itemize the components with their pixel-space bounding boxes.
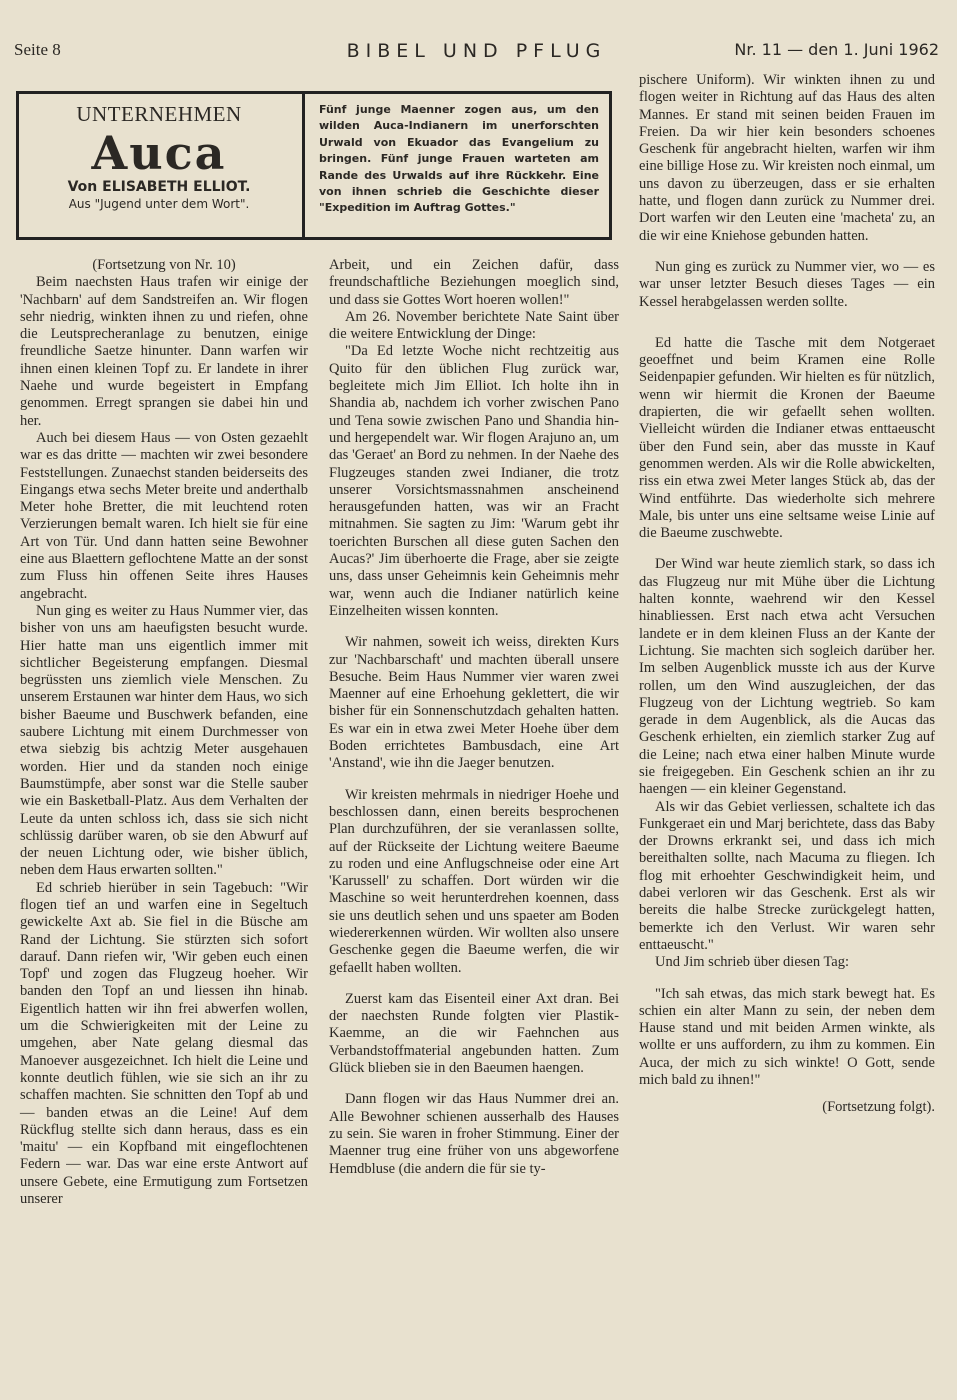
article-title: UNTERNEHMEN [76,102,242,126]
article-title-box [16,91,612,240]
paragraph: "Da Ed letzte Woche nicht rechtzeitig aus Quito für den üblichen Flug zurück war, begleitete mich Jim Elliot. Ich holte ihn in Shandia ab, nachdem ich vorher zwischen Pano und Tena sowie zwischen Pano und Shandia hin- und hergependelt war. Wir flogen Arajuno an, um das 'Geraet' an Bord zu nehmen. In der Naehe des Flugzeuges standen zwei Indianer, die trotz unserer Vorsichtsmassnahmen anscheinend herausgefunden hatten, was wir an Fracht mitnahmen. Sie sagten zu Jim: 'Warum gebt ihr toerichten Burschen all diese guten Sachen den Aucas?' Jim überhoerte die Frage, aber sie zeigte uns, dass unser Geheimnis kein Geheimnis mehr war, wenn auch die Indianer natürlich keine Einzelheiten wissen konnten. [329,343,619,619]
paragraph: Nun ging es weiter zu Haus Nummer vier, das bisher von uns am haeufigsten besucht wurde. Hier hatte man uns eigentlich immer mit sichtlicher Begeisterung empfangen. Diesmal begrüssten uns ziemlich viele Menschen. Zu unserem Erstaunen war hinter dem Haus, wo sich bisher Baeume und Buschwerk befanden, eine saubere Lichtung mit einem Durchmesser von etwa siebzig bis achtzig Meter ausgehauen worden. Hier und da standen noch einige Baumstümpfe, aber sonst war die Stelle sauber wie ein Basketball-Platz. Aus dem Verhalten der Leute da unten schloss ich, dass sie sich nicht schlüssig darüber waren, ob sie den Abwurf auf der neuen Lichtung oder, wie bisher üblich, neben dem Haus erwarten sollten." [20,602,308,879]
article-intro: Fünf junge Maenner zogen aus, um den wilden Auca-Indianern im unerforschten Urwald von Ekuador das Evangelium zu bringen. Fünf junge Frauen warteten am Rande des Urwalds auf ihre Rückkehr. Eine von ihnen schrieb die Geschichte dieser "Expedition im Auftrag Gottes." [319,103,599,215]
text-column-2 [329,257,619,1178]
issue-date: Nr. 11 — den 1. Juni 1962 [734,40,939,59]
paragraph: Ed hatte die Tasche mit dem Notgeraet geoeffnet und beim Kramen eine Rolle Seidenpapier gefunden. Wir hielten es für nützlich, wenn wir hiermit die Kronen der Baeume drapierten, die wir gefaellt sehen wollten. Vielleicht würden die Indianer etwas enttaeuscht über den Fund sein, aber das musste in Kauf genommen werden. Als wir die Rolle abwickelten, riss ein etwa zwei Meter langes Stück ab, das der Wind entführte. Das wiederholte sich mehrere Male, bis unter uns eine seltsame weise Linie auf die Baeume zuschwebte. [639,334,935,542]
paragraph: Beim naechsten Haus trafen wir einige der 'Nachbarn' auf dem Sandstreifen an. Wir flogen sehr niedrig, winkten ihnen zu und riefen, ohne die Leutsprecheranlage zu benutzen, einige freundliche Saetze hinunter. Dann warfen wir ihnen einen kleinen Topf zu. Er landete in ihrer Naehe und wurde begeistert in Empfang genommen. Erregt sprangen sie dabei hin und her. [20,274,308,429]
paragraph: Zuerst kam das Eisenteil einer Axt dran. Bei der naechsten Runde folgten vier Plastik-Kaemme, an die wir Faehnchen aus Verbandstoffmaterial angebunden hatten. Zum Glück blieben sie in den Baeumen haengen. [329,990,619,1077]
article-source: Aus "Jugend unter dem Wort". [68,197,250,211]
paragraph: Dann flogen wir das Haus Nummer drei an. Alle Bewohner schienen ausserhalb des Hauses zu sein. Sie waren in froher Stimmung. Einer der Maenner trug eine früher von uns abgeworfene Hemdbluse (die andern die für sie ty- [329,1091,619,1177]
paragraph: pischere Uniform). Wir winkten ihnen zu und flogen weiter in Richtung auf das Haus des alten Mannes. Er stand mit seinen beiden Frauen im Freien. Da wir hier kein besonders schoenes Geschenk für angebracht hielten, warfen wir ihm eine billige Hose zu. Wir kreisten noch einmal, um uns davon zu überzeugen, dass er sie erhalten hatte, und flogen dann zurück zu Nummer drei. Dort warfen wir den Leuten eine 'macheta' zu, an die wir eine Kniehose gebunden hatten. [639,72,935,244]
page-header [14,40,939,70]
paragraph: Nun ging es zurück zu Nummer vier, wo — es war unser letzter Besuch dieses Tages — ein Kessel herabgelassen werden sollte. [639,258,935,310]
continued-note: (Fortsetzung folgt). [822,1099,935,1116]
paragraph: Als wir das Gebiet verliessen, schaltete ich das Funkgeraet ein und Marj berichtete, dass das Baby der Drowns erkrankt sei, und dass ich mich bereithalten sollte, nach Macuma zu fliegen. Ich flog mit erhoehter Geschwindigkeit heim, und dabei verloren wir das Geschenk. Erst als wir bereits die halbe Strecke zurückgelegt hatten, bemerkte ich den Verlust. Wir waren sehr enttaeuscht." [639,798,935,953]
publication-title: BIBEL UND PFLUG [346,40,607,62]
article-logo: Auca [91,126,227,180]
paragraph: Ed schrieb hierüber in sein Tagebuch: "Wir flogen tief an und warfen eine in Segeltuch gewickelte Axt ab. Sie fiel in die Büsche am Rand der Lichtung. Sie stürzten sich sofort darauf. Dann riefen wir, 'Wir geben euch einen Topf' und zogen das Flugzeug hoeher. Wir banden den Topf an und liessen ihn hinab. Eigentlich hatten wir ihn frei abwerfen wollen, um die Schwierigkeiten mit der Leine zu umgehen, aber Nate gelang diesmal das Manoever ausgezeichnet. Ich hielt die Leine und konnte deutlich fühlen, wie sie sich an ihr zu schaffen machten. Sie schnitten den Topf ab und — banden etwas an die Leine! Auf dem Rückflug stellte sich dann heraus, dass es ein 'maitu' — ein Kopfband mit eingeflochtenen Federn — war. Das war eine erste Antwort auf unsere Gebete, eine Ermutigung zum Fortsetzen unserer [20,879,308,1208]
paragraph: Der Wind war heute ziemlich stark, so dass ich das Flugzeug nur mit Mühe über die Lichtung halten konnte, waehrend wir den Kessel hinabliessen. Erst nach etwa acht Versuchen landete er in dem kleinen Fluss an der Kante der Lichtung. Sie machten sich sogleich darüber her. Im selben Augenblick musste ich aus der Kurve rollen, um den Wind auszugleichen, der das Flugzeug von der Lichtung wegtrieb. So kam gerade in dem Augenblick, als die Aucas das Geschenk erhielten, ein ziemlich starker Zug auf die Leine; nach etwa einer halben Minute wurde sie freigegeben. Ein Geschenk schien an ihr zu haengen — ein kleiner Gegenstand. [639,556,935,798]
paragraph: Wir nahmen, soweit ich weiss, direkten Kurs zur 'Nachbarschaft' und machten überall unsere Besuche. Beim Haus Nummer vier waren zwei Maenner auf eine Erhoehung geklettert, die wir bisher für ein Sonnenschutzdach gehalten hatten. Es war ein in etwa zwei Meter Hoehe über dem Boden errichtetes Bambusdach, eine Art 'Anstand', wie ihn die Jaeger benutzen. [329,634,619,772]
page-number: Seite 8 [14,40,61,59]
paragraph: Arbeit, und ein Zeichen dafür, dass freundschaftliche Beziehungen moeglich sind, und dass sie Gottes Wort hoeren wollen!" [329,257,619,308]
paragraph: Auch bei diesem Haus — von Osten gezaehlt war es das dritte — machten wir zwei besondere Feststellungen. Zunaechst standen beiderseits des Eingangs etwa sechs Meter breite und anderthalb Meter hohe Bretter, die mit leuchtend roten Verzierungen bemalt waren. Ich hielt sie für eine Art von Tür. Und dann hatten seine Bewohner eine aus Blaettern geflochtene Matte an der sonst zum Fluss hin offenen Seite ihres Hauses angebracht. [20,429,308,602]
paragraph: Wir kreisten mehrmals in niedriger Hoehe und beschlossen dann, einen bereits besprochenen Plan durchzuführen, der sie veranlassen sollte, auf der Rückseite der Lichtung weitere Baeume zu roden und eine Anflugschneise oder eine Art 'Karussell' zu schaffen. Dort würden wir die Maschine so weit herunterdrehen koennen, dass sie uns deutlich sehen und uns spaeter am Boden wiedererkennen würden. Wir wollten also unsere Geschenke gegen die Baeume werfen, die wir gefaellt haben wollten. [329,786,619,976]
title-block [19,94,299,237]
article-author: Von ELISABETH ELLIOT. [67,179,251,195]
box-divider [302,94,305,237]
paragraph: Und Jim schrieb über diesen Tag: [655,954,850,971]
paragraph: "Ich sah etwas, das mich stark bewegt hat. Es schien ein alter Mann zu sein, der neben dem Hause stand und mit beiden Armen winkte, als wollte er uns auffordern, zu ihm zu kommen. Ein Auca, der mich zu sich winkte! O Gott, sende mich bald zu ihnen!" [639,985,935,1089]
continued-note: (Fortsetzung von Nr. 10) [92,257,236,273]
paragraph: Am 26. November berichtete Nate Saint über die weitere Entwicklung der Dinge: [329,308,619,343]
text-column-3 [639,72,935,1117]
text-column-1 [20,257,308,1208]
